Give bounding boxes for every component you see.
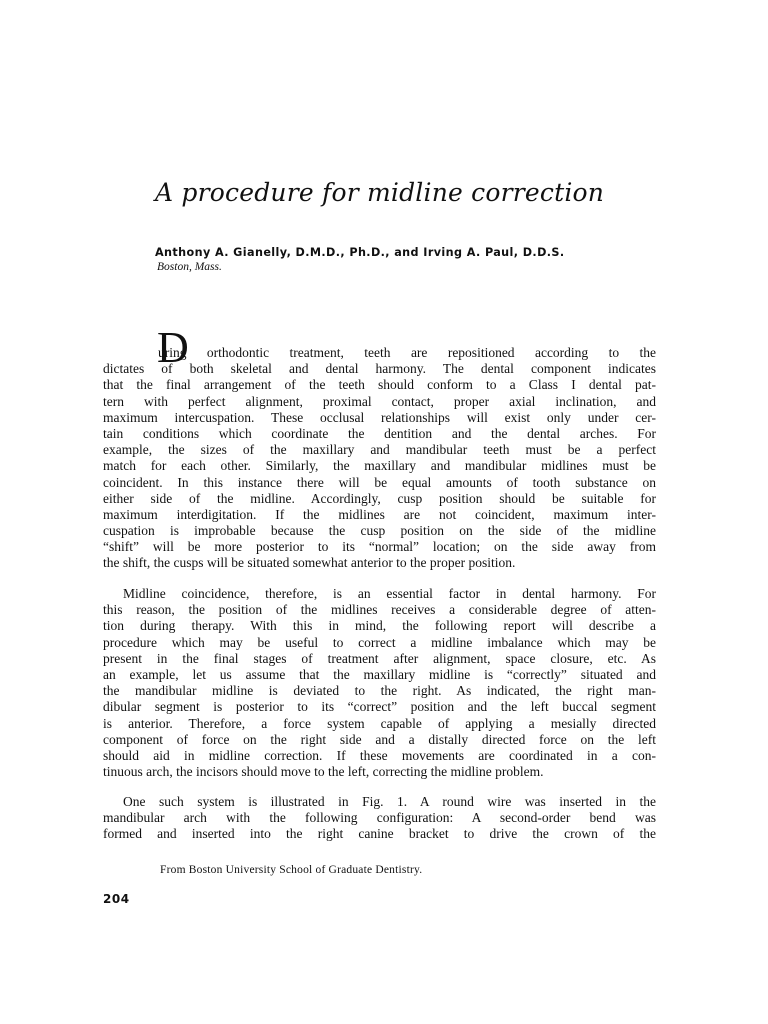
paragraph-line: an example, let us assume that the maxillary midline is “correctly” situated and: [103, 666, 656, 682]
paragraph-line: maximum intercuspation. These occlusal relationships will exist only under cer-: [103, 409, 656, 425]
footnote: From Boston University School of Graduate Dentistry.: [160, 864, 423, 876]
paragraph-line: dibular segment is posterior to its “correct” position and the left buccal segment: [103, 699, 656, 715]
paragraph-line: this reason, the position of the midlines receives a considerable degree of atten-: [103, 602, 656, 618]
paragraph-line: cuspation is improbable because the cusp position on the side of the midline: [103, 523, 656, 539]
paragraph-line: uring orthodontic treatment, teeth are repositioned according to the: [158, 345, 656, 360]
paragraph-line: procedure which may be useful to correct a midline imbalance which may be: [103, 634, 656, 650]
paragraph-line: either side of the midline. Accordingly, cusp position should be suitable for: [103, 490, 656, 506]
paragraph-line: Midline coincidence, therefore, is an essential factor in dental harmony. For: [123, 586, 656, 601]
paragraph-line: One such system is illustrated in Fig. 1. A round wire was inserted in the: [123, 794, 656, 809]
article-authors: Anthony A. Gianelly, D.M.D., Ph.D., and Irving A. Paul, D.D.S.: [155, 246, 565, 259]
paragraph-line: formed and inserted into the right canine bracket to drive the crown of the: [103, 826, 656, 842]
paragraph-line: “shift” will be more posterior to its “normal” location; on the side away from: [103, 539, 656, 555]
paragraph-line: the shift, the cusps will be situated somewhat anterior to the proper position.: [103, 555, 516, 571]
paragraph-line: coincident. In this instance there will be equal amounts of tooth substance on: [103, 474, 656, 490]
paragraph-line: should aid in midline correction. If these movements are coordinated in a con-: [103, 747, 656, 763]
paragraph-line: tion during therapy. With this in mind, the following report will describe a: [103, 618, 656, 634]
paragraph-line: the mandibular midline is deviated to the right. As indicated, the right man-: [103, 683, 656, 699]
paragraph-line: tain conditions which coordinate the dentition and the dental arches. For: [103, 425, 656, 441]
paragraph-3: [103, 794, 656, 843]
author-affiliation: Boston, Mass.: [157, 261, 222, 273]
paragraph-line: mandibular arch with the following configuration: A second-order bend was: [103, 810, 656, 826]
paragraph-line: tern with perfect alignment, proximal contact, proper axial inclination, and: [103, 393, 656, 409]
drop-cap: D: [157, 323, 189, 372]
paragraph-line: dictates of both skeletal and dental harmony. The dental component indicates: [103, 361, 656, 377]
paragraph-2: [103, 586, 656, 780]
paragraph-line: present in the final stages of treatment after alignment, space closure, etc. As: [103, 650, 656, 666]
paragraph-1: [103, 345, 656, 572]
paragraph-line: that the final arrangement of the teeth should conform to a Class I dental pat-: [103, 377, 656, 393]
paragraph-line: is anterior. Therefore, a force system capable of applying a mesially directed: [103, 715, 656, 731]
paragraph-line: component of force on the right side and a distally directed force on the left: [103, 731, 656, 747]
page-number: 204: [103, 892, 130, 906]
paragraph-line: example, the sizes of the maxillary and mandibular teeth must be a perfect: [103, 442, 656, 458]
paragraph-line: maximum interdigitation. If the midlines are not coincident, maximum inter-: [103, 506, 656, 522]
article-title: A procedure for midline correction: [155, 178, 605, 207]
paragraph-line: match for each other. Similarly, the maxillary and mandibular midlines must be: [103, 458, 656, 474]
paragraph-line: tinuous arch, the incisors should move to the left, correcting the midline problem.: [103, 764, 544, 780]
